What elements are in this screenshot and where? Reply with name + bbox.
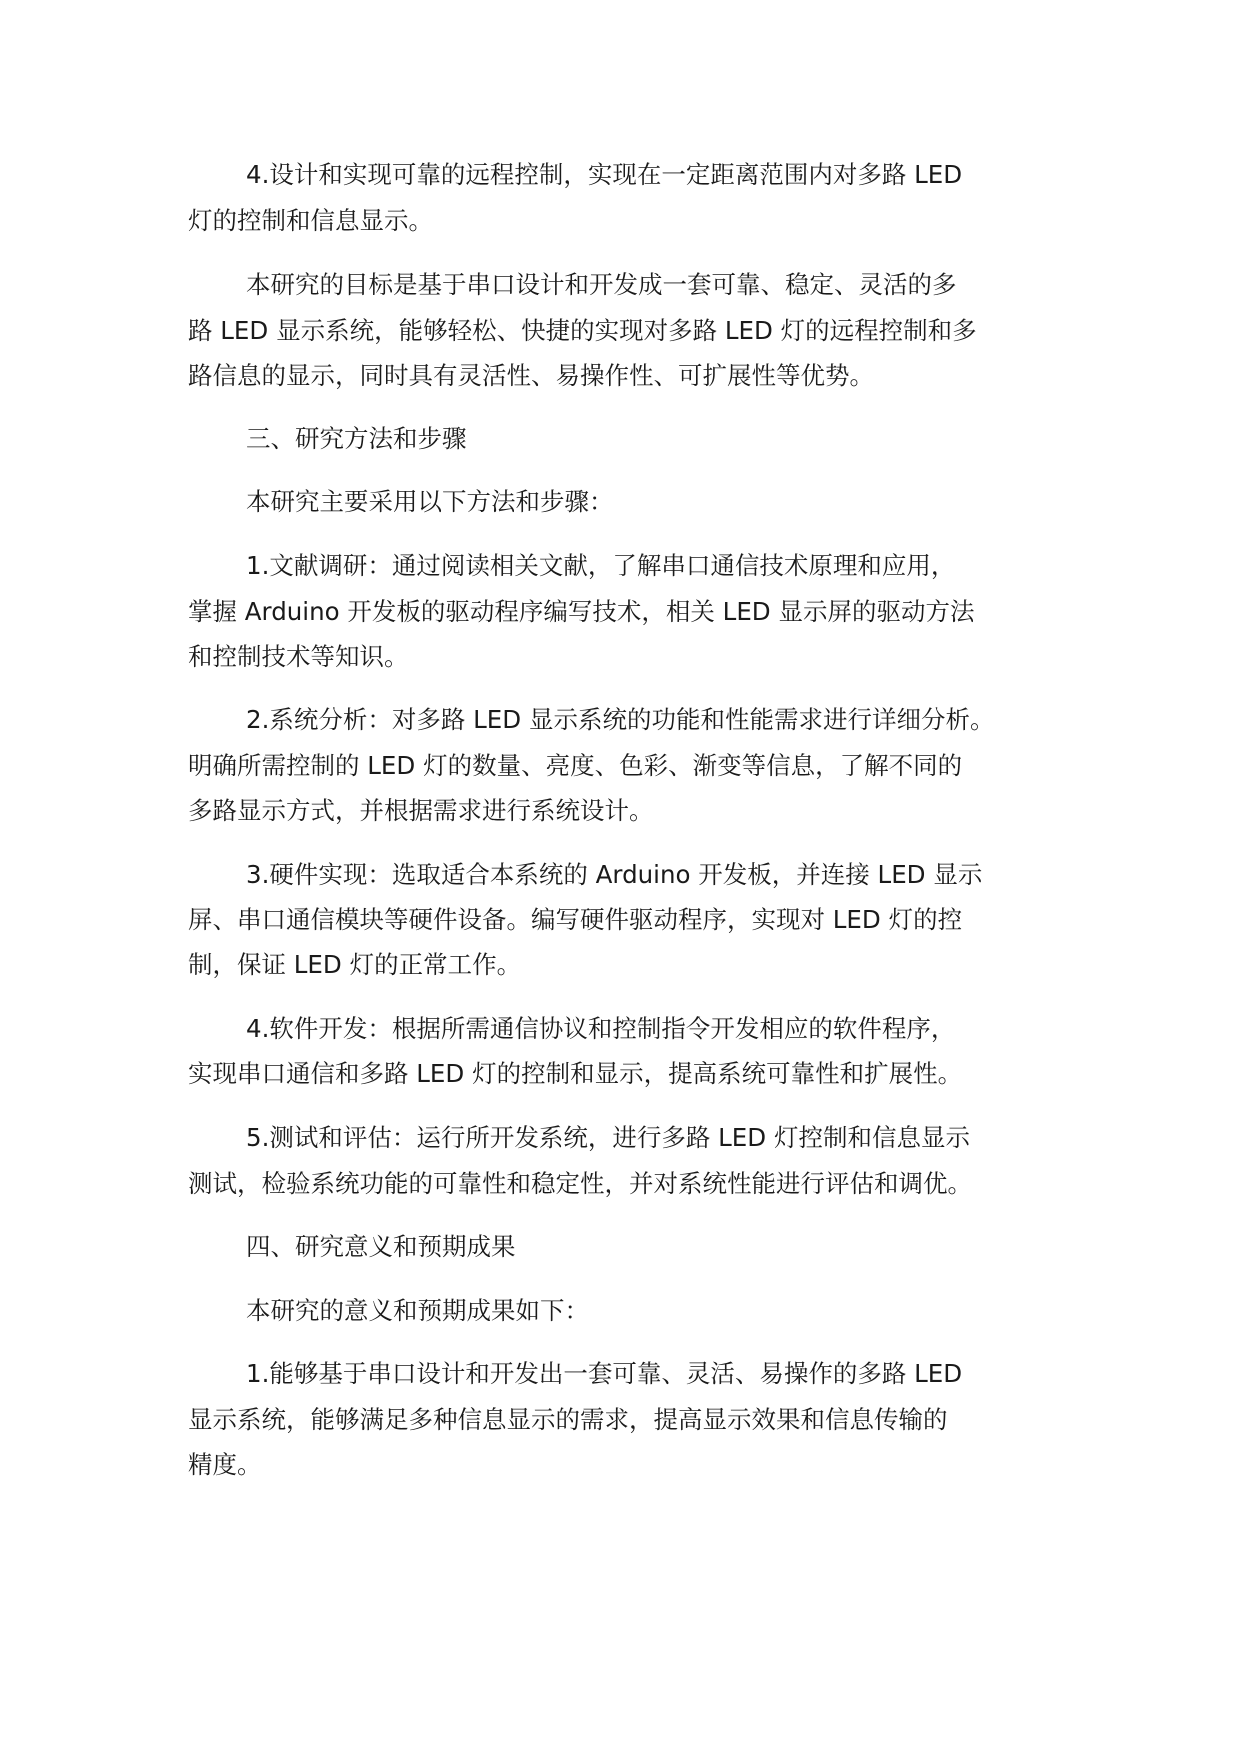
paragraph-line: 多路显示方式，并根据需求进行系统设计。 [188,796,654,825]
paragraph-line: 精度。 [188,1450,262,1479]
paragraph-line: 明确所需控制的 LED 灯的数量、亮度、色彩、渐变等信息，了解不同的 [188,751,963,780]
paragraph-line: 本研究的目标是基于串口设计和开发成一套可靠、稳定、灵活的多 [246,270,957,299]
paragraph-line: 4.设计和实现可靠的远程控制，实现在一定距离范围内对多路 LED [246,160,963,189]
paragraph-line: 实现串口通信和多路 LED 灯的控制和显示，提高系统可靠性和扩展性。 [188,1059,963,1088]
paragraph-line: 1.能够基于串口设计和开发出一套可靠、灵活、易操作的多路 LED [246,1359,963,1388]
section-heading-text: 四、研究意义和预期成果 [246,1232,516,1261]
paragraph-line: 5.测试和评估：运行所开发系统，进行多路 LED 灯控制和信息显示 [246,1123,970,1152]
paragraph-line: 掌握 Arduino 开发板的驱动程序编写技术，相关 LED 显示屏的驱动方法 [188,597,975,626]
paragraph-line: 路 LED 显示系统，能够轻松、快捷的实现对多路 LED 灯的远程控制和多 [188,316,977,345]
paragraph-line: 3.硬件实现：选取适合本系统的 Arduino 开发板，并连接 LED 显示 [246,860,983,889]
paragraph-line: 路信息的显示，同时具有灵活性、易操作性、可扩展性等优势。 [188,361,874,390]
paragraph-line: 1.文献调研：通过阅读相关文献，了解串口通信技术原理和应用， [246,551,956,580]
paragraph-line: 和控制技术等知识。 [188,642,409,671]
paragraph-line: 2.系统分析：对多路 LED 显示系统的功能和性能需求进行详细分析。 [246,705,995,734]
paragraph-line: 本研究的意义和预期成果如下： [246,1296,589,1325]
paragraph-line: 4.软件开发：根据所需通信协议和控制指令开发相应的软件程序， [246,1014,956,1043]
paragraph-line: 测试，检验系统功能的可靠性和稳定性，并对系统性能进行评估和调优。 [188,1169,972,1198]
paragraph-line: 本研究主要采用以下方法和步骤： [246,487,614,516]
paragraph-line: 灯的控制和信息显示。 [188,206,433,235]
paragraph-line: 屏、串口通信模块等硬件设备。编写硬件驱动程序，实现对 LED 灯的控 [188,905,963,934]
section-heading-text: 三、研究方法和步骤 [246,424,467,453]
paragraph-line: 显示系统，能够满足多种信息显示的需求，提高显示效果和信息传输的 [188,1405,948,1434]
paragraph-line: 制，保证 LED 灯的正常工作。 [188,950,522,979]
